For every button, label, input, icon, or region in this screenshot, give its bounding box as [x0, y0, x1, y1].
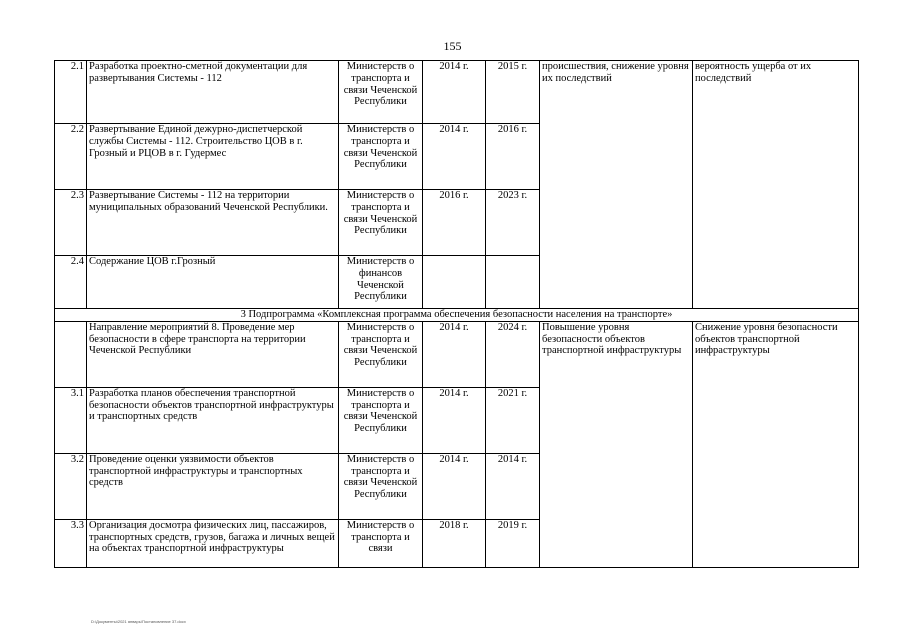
responsible-ministry: Министерств о транспорта и связи Чеченской Республики — [339, 321, 423, 387]
start-year: 2018 г. — [423, 519, 486, 567]
end-year: 2016 г. — [486, 124, 540, 190]
activity-name: Разработка проектно-сметной документации для развертывания Системы - 112 — [87, 61, 339, 124]
start-year: 2014 г. — [423, 321, 486, 387]
subprogram-title: 3 Подпрограмма «Комплексная программа обеспечения безопасности населения на транспорте» — [55, 309, 859, 322]
row-number: 3.2 — [55, 453, 87, 519]
start-year: 2014 г. — [423, 124, 486, 190]
responsible-ministry: Министерств о транспорта и связи Чеченской Республики — [339, 453, 423, 519]
responsible-ministry: Министерств о транспорта и связи Чеченской Республики — [339, 61, 423, 124]
start-year: 2014 г. — [423, 453, 486, 519]
row-number: 2.3 — [55, 190, 87, 256]
start-year: 2016 г. — [423, 190, 486, 256]
non-implementation-consequence: Снижение уровня безопасности объектов транспортной инфраструктуры — [693, 321, 859, 567]
table-row — [55, 321, 859, 387]
row-number: 3.3 — [55, 519, 87, 567]
row-number: 2.1 — [55, 61, 87, 124]
activity-name: Развертывание Системы - 112 на территории муниципальных образований Чеченской Республики. — [87, 190, 339, 256]
end-year — [486, 256, 540, 309]
table-row — [55, 61, 859, 124]
start-year: 2014 г. — [423, 61, 486, 124]
activity-name: Проведение оценки уязвимости объектов транспортной инфраструктуры и транспортных средств — [87, 453, 339, 519]
end-year: 2024 г. — [486, 321, 540, 387]
expected-result: Повышение уровня безопасности объектов транспортной инфраструктуры — [540, 321, 693, 567]
responsible-ministry: Министерств о транспорта и связи Чеченской Республики — [339, 124, 423, 190]
row-number: 2.4 — [55, 256, 87, 309]
responsible-ministry: Министерств о транспорта и связи Чеченской Республики — [339, 190, 423, 256]
activity-name: Разработка планов обеспечения транспортной безопасности объектов транспортной инфраструктуры и транспортных средств — [87, 387, 339, 453]
row-number: 3.1 — [55, 387, 87, 453]
non-implementation-consequence: вероятность ущерба от их последствий — [693, 61, 859, 309]
end-year: 2015 г. — [486, 61, 540, 124]
responsible-ministry: Министерств о транспорта и связи — [339, 519, 423, 567]
end-year: 2021 г. — [486, 387, 540, 453]
subprogram-row — [55, 309, 859, 322]
activity-name: Содержание ЦОВ г.Грозный — [87, 256, 339, 309]
responsible-ministry: Министерств о финансов Чеченской Республики — [339, 256, 423, 309]
activity-name: Развертывание Единой дежурно-диспетчерской службы Системы - 112. Строительство ЦОВ в г. Грозный и РЦОВ в г. Гудермес — [87, 124, 339, 190]
row-number — [55, 321, 87, 387]
expected-result: происшествия, снижение уровня их последствий — [540, 61, 693, 309]
start-year — [423, 256, 486, 309]
file-path-footer: D:\Документы\2021 январь\Постановление 37.docx — [91, 619, 186, 624]
end-year: 2014 г. — [486, 453, 540, 519]
end-year: 2023 г. — [486, 190, 540, 256]
responsible-ministry: Министерств о транспорта и связи Чеченской Республики — [339, 387, 423, 453]
activity-name: Организация досмотра физических лиц, пассажиров, транспортных средств, грузов, багажа и личных вещей на объектах транспортной инфраструктуры — [87, 519, 339, 567]
activity-name: Направление мероприятий 8. Проведение мер безопасности в сфере транспорта на территории Чеченской Республики — [87, 321, 339, 387]
end-year: 2019 г. — [486, 519, 540, 567]
page-number: 155 — [443, 39, 462, 53]
program-table — [54, 60, 859, 568]
start-year: 2014 г. — [423, 387, 486, 453]
row-number: 2.2 — [55, 124, 87, 190]
